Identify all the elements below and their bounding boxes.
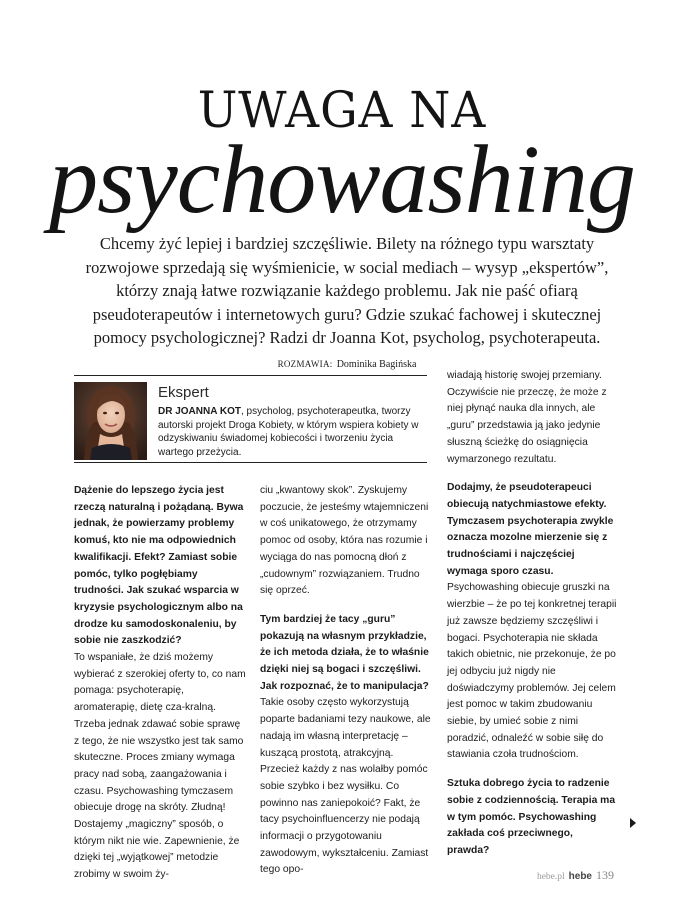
article-column-3 <box>447 368 617 860</box>
page-number: 139 <box>596 868 614 882</box>
expert-heading: Ekspert <box>158 384 209 401</box>
question-3: Dodajmy, że pseudoterapeuci obiecują natychmiastowe efekty. Tymczasem psychoterapia zwykle oznacza mozolne mierzenie się z trudnościami i najczęściej wymaga sporo czasu. <box>447 482 614 577</box>
answer-2-continued: wiadają historię swojej przemiany. Oczywiście nie przeczę, że może z niej płynąć nauka dla innych, ale „guru” przedstawia ją jako jedynie słuszną ścieżkę do osiągnięcia wymarzonego rezultatu. <box>447 370 607 465</box>
expert-bio <box>158 405 420 459</box>
interviewer-name: Dominika Bagińska <box>336 358 417 370</box>
footer-site: hebe.pl <box>536 872 565 882</box>
expert-photo <box>74 382 147 460</box>
answer-3: Psychowashing obiecuje gruszki na wierzbie – że po tej konkretnej terapii już zawsze będziemy szczęśliwi i bogaci. Psychoterapia nie składa takich obietnic, nie przekonuje, że po jej odbyciu już nigdy nie doświadczymy problemów. Jej celem jest pomoc w takim zbudowaniu siebie, by umieć sobie z nimi poradzić, odnaleźć w sobie siłę do stawiania czoła trudnościom. <box>447 582 617 761</box>
question-2: Tym bardziej że tacy „guru” pokazują na własnym przykładzie, że ich metoda działa, że to właśnie dzięki niej są bogaci i szczęśliwi. Jak rozpoznać, że to manipulacja? <box>260 613 429 692</box>
portrait-image <box>74 382 147 460</box>
answer-1: To wspaniałe, że dziś możemy wybierać z szerokiej oferty to, co nam pomaga: psychoterapię, aromaterapię, dietę cza-kralną. Trzeba jednak zdawać sobie sprawę z tego, że nie wszystko jest tak samo skuteczne. Proces zmiany wymaga pracy nad sobą, zaangażowania i czasu. Psychowashing tymczasem obiecuje drogę na skróty. Złudną! Dostajemy „magiczny” sposób, o którym nikt nie wie. Zapewnienie, że dzięki tej „wyjątkowej” metodzie zrobimy w swoim ży- <box>74 652 246 881</box>
page-footer <box>537 868 614 883</box>
question-1: Dążenie do lepszego życia jest rzeczą naturalną i pożądaną. Bywa jednak, że powierzamy problemy komuś, kto nie ma odpowiednich kwalifikacji. Efekt? Zamiast sobie pomóc, tylko pogłębiamy trudności. Jak szukać wsparcia w kryzysie psychologicznym albo na drodze ku samodoskonaleniu, by sobie nie zaszkodzić? <box>74 485 244 647</box>
question-4: Sztuka dobrego życia to radzenie sobie z codziennością. Terapia ma w tym pomóc. Psychowashing zakłada coś przeciwnego, prawda? <box>447 778 616 856</box>
expert-name: DR JOANNA KOT <box>158 406 241 417</box>
expert-box <box>74 375 427 463</box>
headline-line1: UWAGA NA <box>197 81 487 139</box>
article-column-1 <box>74 483 246 884</box>
lead-text: Chcemy żyć lepiej i bardziej szczęśliwie. Bilety na różnego typu warsztaty rozwojowe sprzedają się wyśmienicie, w social mediach – wysyp „ekspertów”, którzy znają łatwe rozwiązanie każdego problemu. Jak nie paść ofiarą pseudoterapeutów i internetowych guru? Gdzie szukać fachowej i skutecznej pomocy psychologicznej? Radzi dr Joanna Kot, psycholog, psychoterapeuta. <box>85 234 609 347</box>
answer-1-continued: ciu „kwantowy skok”. Zyskujemy poczucie, że jesteśmy wtajemniczeni w coś unikatowego, że otrzymamy pomoc od osoby, która nas rozumie i wyciąga do nas pomocną dłoń z „cudownym” rozwiązaniem. Trudno się oprzeć. <box>260 485 429 597</box>
answer-2: Takie osoby często wykorzystują poparte badaniami tezy naukowe, ale nadają im własną interpretację – kuszącą prostotą, atrakcyjną. Przecież każdy z nas wolałby pomóc sobie szybko i bez wysiłku. Co powinno nas zaniepokoić? Fakt, że tacy psychoinfluencerzy nie podają informacji o przygotowaniu zawodowym, wykształceniu. Zamiast tego opo- <box>260 697 431 876</box>
interviewer-label: ROZMAWIA: <box>277 358 333 369</box>
headline-line2: psychowashing <box>49 126 635 234</box>
footer-brand-logo: hebe <box>568 871 592 882</box>
continue-arrow-icon <box>630 818 636 828</box>
lead-paragraph <box>74 232 620 376</box>
article-column-2 <box>260 483 432 879</box>
expert-description: , psycholog, psychoterapeutka, tworzy autorski projekt Droga Kobiety, w którym wspiera kobiety w odzyskiwaniu świadomej kobiecości i tworzeniu życia wartego przeżycia. <box>158 406 419 458</box>
